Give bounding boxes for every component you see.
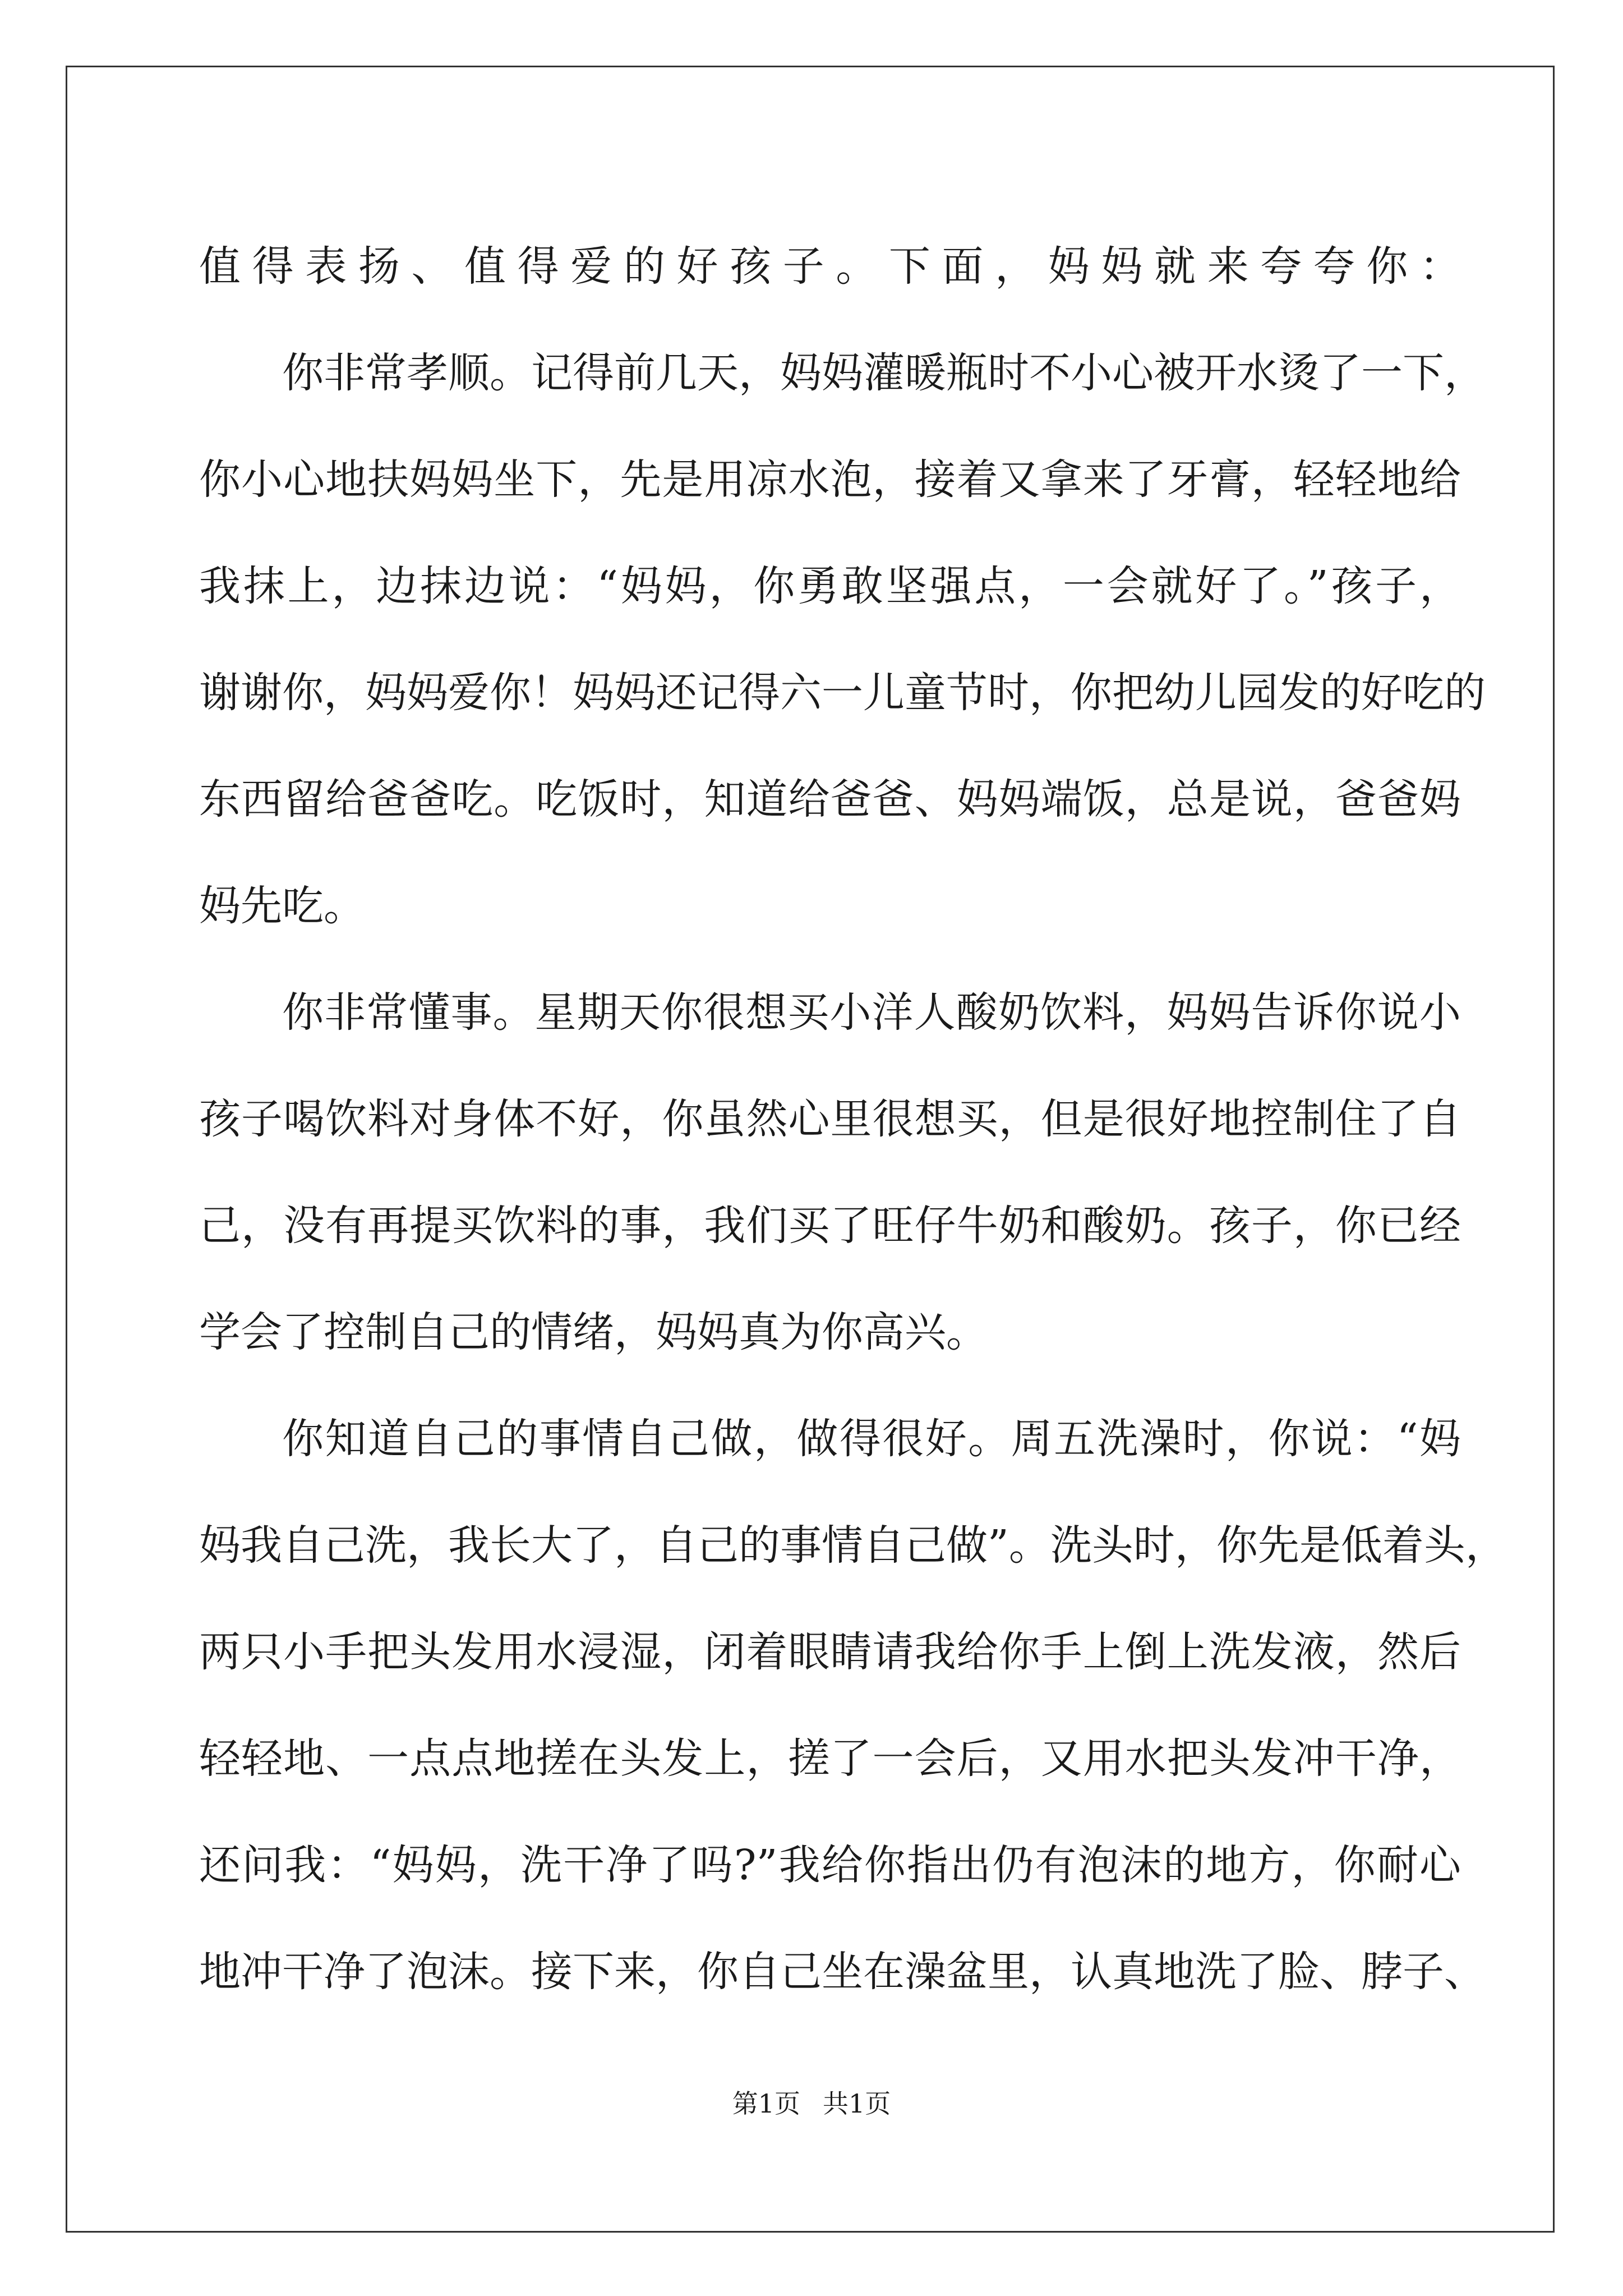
text-line: 东西留给爸爸吃。吃饭时，知道给爸爸、妈妈端饭，总是说，爸爸妈 — [199, 775, 1461, 823]
page-number: 第1页 — [732, 2088, 800, 2119]
text-line: 还问我：“妈妈，洗干净了吗?”我给你指出仍有泡沫的地方，你耐心 — [199, 1841, 1461, 1889]
text-line: 己，没有再提买饮料的事，我们买了旺仔牛奶和酸奶。孩子，你已经 — [199, 1202, 1461, 1250]
text-line: 妈我自己洗，我长大了，自己的事情自己做”。洗头时，你先是低着头， — [199, 1521, 1507, 1570]
text-line: 你知道自己的事情自己做，做得很好。周五洗澡时，你说：“妈 — [282, 1415, 1461, 1463]
text-line: 孩子喝饮料对身体不好，你虽然心里很想买，但是很好地控制住了自 — [199, 1095, 1461, 1143]
document-body — [199, 213, 1507, 2025]
text-line: 我抹上，边抹边说：“妈妈，你勇敢坚强点，一会就好了。”孩子， — [199, 562, 1461, 610]
text-line: 值得表扬、值得爱的好孩子。下面，妈妈就来夸夸你： — [199, 242, 1461, 291]
page-footer — [0, 2087, 1623, 2120]
text-line: 你非常孝顺。记得前几天，妈妈灌暖瓶时不小心被开水烫了一下， — [282, 349, 1486, 397]
text-line: 两只小手把头发用水浸湿，闭着眼睛请我给你手上倒上洗发液，然后 — [199, 1628, 1461, 1676]
page-total: 共1页 — [823, 2088, 891, 2119]
text-line: 轻轻地、一点点地搓在头发上，搓了一会后，又用水把头发冲干净， — [199, 1734, 1461, 1783]
text-line: 地冲干净了泡沫。接下来，你自己坐在澡盆里，认真地洗了脸、脖子、 — [199, 1948, 1486, 1996]
text-line: 谢谢你，妈妈爱你！妈妈还记得六一儿童节时，你把幼儿园发的好吃的 — [199, 669, 1486, 717]
text-line: 你小心地扶妈妈坐下，先是用凉水泡，接着又拿来了牙膏，轻轻地给 — [199, 455, 1461, 504]
text-line: 你非常懂事。星期天你很想买小洋人酸奶饮料，妈妈告诉你说小 — [282, 988, 1461, 1037]
text-line: 妈先吃。 — [199, 882, 365, 930]
text-line: 学会了控制自己的情绪，妈妈真为你高兴。 — [199, 1308, 988, 1356]
